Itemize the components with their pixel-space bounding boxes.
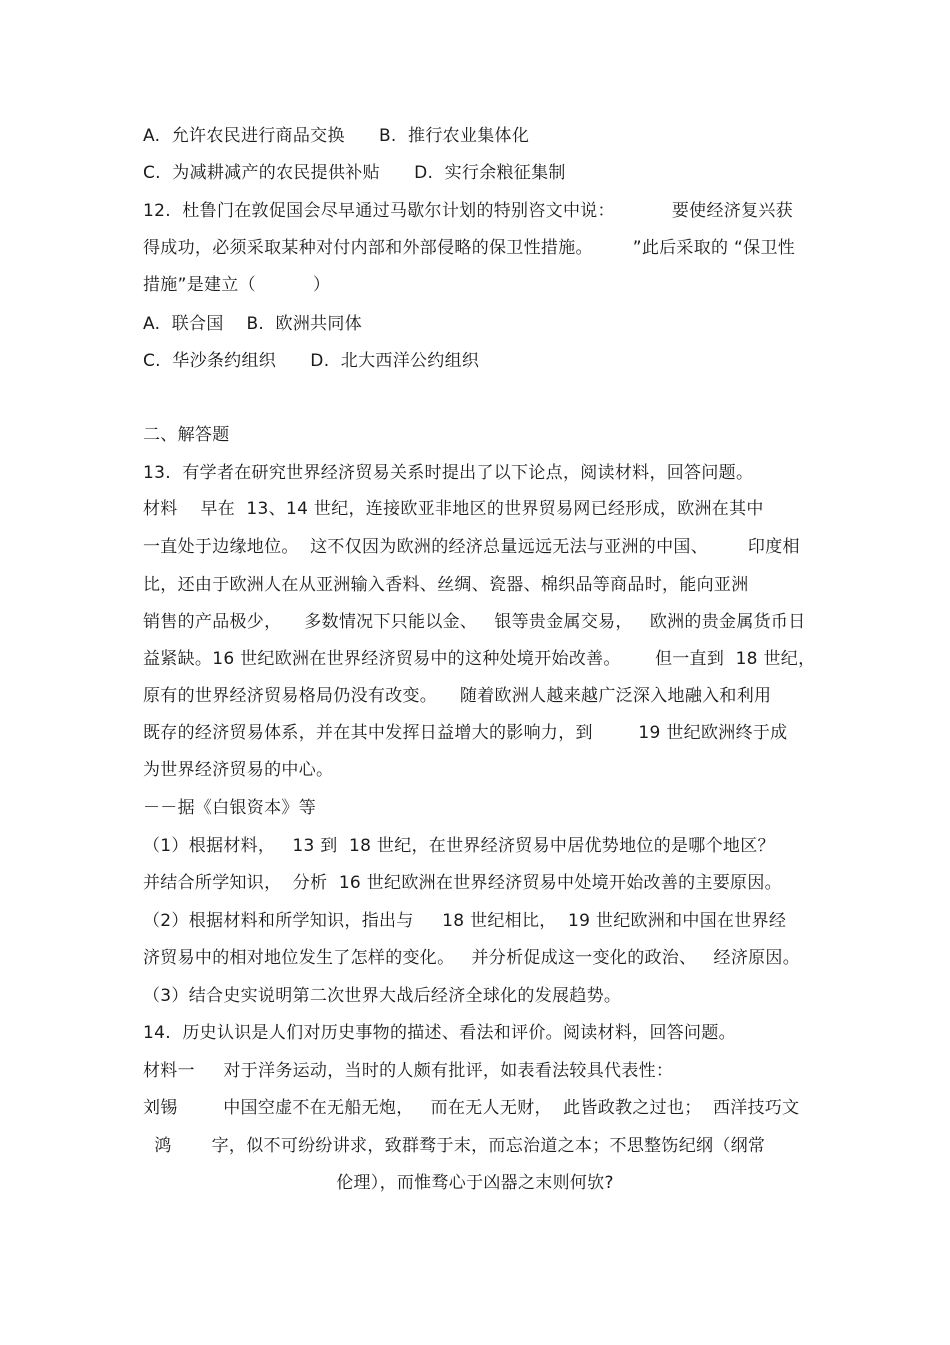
q14-table-line-2: 鸿 字，似不可纷纷讲求，致群骛于末，而忘治道之本；不思整饬纪纲（纲常 xyxy=(143,1136,766,1156)
q13-material-line: 益紧缺。16 世纪欧洲在世界经济贸易中的这种处境开始改善。 但一直到 18 世纪， xyxy=(143,649,816,669)
q13-source: －－据《白银资本》等 xyxy=(143,798,316,818)
q13-material-line: 为世界经济贸易的中心。 xyxy=(143,760,334,780)
q13-material-line: 材料 早在 13、14 世纪，连接欧亚非地区的世界贸易网已经形成，欧洲在其中 xyxy=(143,499,764,519)
q13-material-line: 销售的产品极少， 多数情况下只能以金、 银等贵金属交易， 欧洲的贵金属货币日 xyxy=(143,612,806,632)
q12-stem-line-1: 12. 杜鲁门在敦促国会尽早通过马歇尔计划的特别咨文中说： 要使经济复兴获 xyxy=(143,201,793,221)
q11-option-line-2: C. 为减耕减产的农民提供补贴 D. 实行余粮征集制 xyxy=(143,163,566,183)
q12-stem-line-2: 得成功，必须采取某种对付内部和外部侵略的保卫性措施。 ”此后采取的 “保卫性 xyxy=(143,238,796,258)
q13-material-line: 原有的世界经济贸易格局仍没有改变。 随着欧洲人越来越广泛深入地融入和利用 xyxy=(143,686,772,706)
q12-option-line-2: C. 华沙条约组织 D. 北大西洋公约组织 xyxy=(143,351,480,371)
q13-subquestion-1-line-2: 并结合所学知识， 分析 16 世纪欧洲在世界经济贸易中处境开始改善的主要原因。 xyxy=(143,873,782,893)
q13-material-line: 既存的经济贸易体系，并在其中发挥日益增大的影响力，到 19 世纪欧洲终于成 xyxy=(143,723,788,743)
q12-stem-line-3: 措施”是建立（ ） xyxy=(143,275,331,295)
q13-material-line: 一直处于边缘地位。 这不仅因为欧洲的经济总量远远无法与亚洲的中国、 印度相 xyxy=(143,537,800,557)
q14-table-line-3: 伦理），而惟骛心于凶器之末则何欤? xyxy=(336,1173,614,1193)
q14-material-1-intro: 材料一 对于洋务运动，当时的人颇有批评，如表看法较具代表性： xyxy=(143,1061,674,1081)
q13-subquestion-2-line-2: 济贸易中的相对地位发生了怎样的变化。 并分析促成这一变化的政治、 经济原因。 xyxy=(143,948,801,968)
q13-subquestion-3: （3）结合史实说明第二次世界大战后经济全球化的发展趋势。 xyxy=(143,986,622,1006)
q13-material-line: 比，还由于欧洲人在从亚洲输入香料、丝绸、瓷器、棉织品等商品时，能向亚洲 xyxy=(143,575,749,595)
q13-stem: 13. 有学者在研究世界经济贸易关系时提出了以下论点，阅读材料，回答问题。 xyxy=(143,463,754,483)
section-heading: 二、解答题 xyxy=(143,425,230,445)
q14-table-line-1: 刘锡 中国空虚不在无船无炮， 而在无人无财， 此皆政教之过也； 西洋技巧文 xyxy=(143,1098,800,1118)
q12-option-line-1: A. 联合国 B. 欧洲共同体 xyxy=(143,314,363,334)
q13-subquestion-1-line-1: （1）根据材料， 13 到 18 世纪，在世界经济贸易中居优势地位的是哪个地区？ xyxy=(143,836,775,856)
q11-option-line-1: A. 允许农民进行商品交换 B. 推行农业集体化 xyxy=(143,126,530,146)
q13-subquestion-2-line-1: （2）根据材料和所学知识，指出与 18 世纪相比， 19 世纪欧洲和中国在世界经 xyxy=(143,911,787,931)
q14-stem: 14. 历史认识是人们对历史事物的描述、看法和评价。阅读材料，回答问题。 xyxy=(143,1023,736,1043)
